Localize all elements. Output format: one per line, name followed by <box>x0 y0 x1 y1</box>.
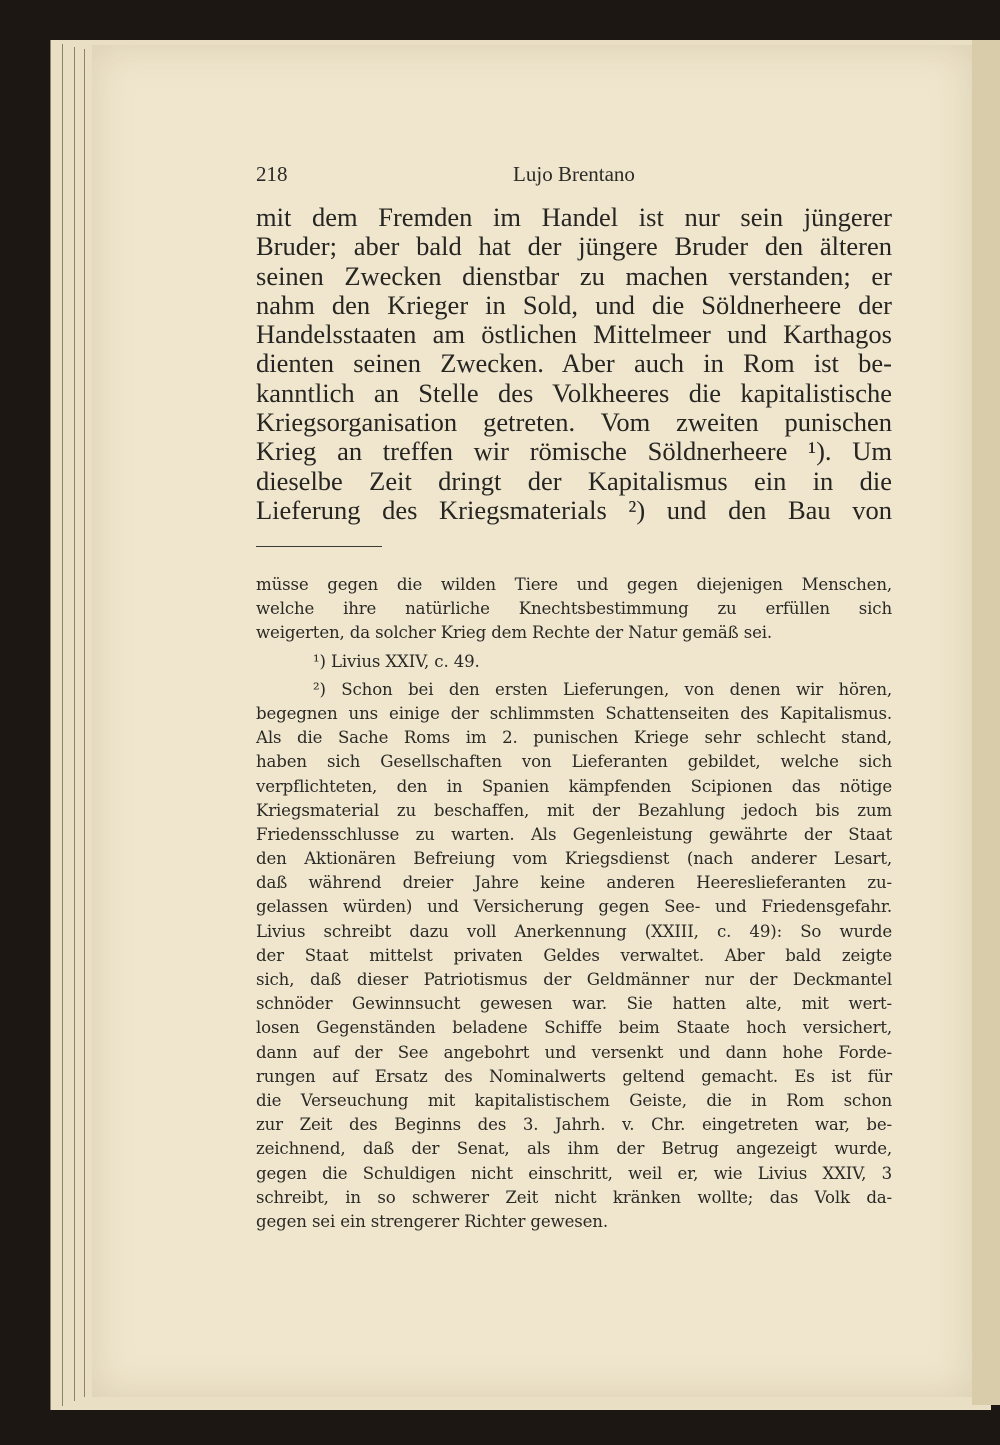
footnote-line: schnöder Gewinnsucht gewesen war. Sie hatten alte, mit wert- <box>256 994 892 1014</box>
footnote-line: daß während dreier Jahre keine anderen Heereslieferanten zu- <box>256 873 892 893</box>
footnote-line: verpflichteten, den in Spanien kämpfenden Scipionen das nötige <box>256 776 892 796</box>
footnote-line: begegnen uns einige der schlimmsten Schattenseiten des Kapitalismus. <box>256 703 892 723</box>
footnote-2-start: ²) Schon bei den ersten Lieferungen, von denen wir hören, <box>313 679 892 699</box>
footnote-line: schreibt, in so schwerer Zeit nicht kränken wollte; das Volk da- <box>256 1187 892 1207</box>
footnotes <box>256 573 892 1234</box>
text-line: nahm den Krieger in Sold, und die Söldnerheere der <box>256 289 892 320</box>
text-line: kanntlich an Stelle des Volkheeres die kapitalistische <box>256 377 892 408</box>
footnote-line: die Verseuchung mit kapitalistischem Geiste, die in Rom schon <box>256 1090 892 1110</box>
footnote-line: haben sich Gesellschaften von Lieferanten gebildet, welche sich <box>256 752 892 772</box>
text-line: Kriegsorganisation getreten. Vom zweiten punischen <box>256 407 892 438</box>
text-line: seinen Zwecken dienstbar zu machen verstanden; er <box>256 260 892 291</box>
text-line: Bruder; aber bald hat der jüngere Bruder den älteren <box>256 231 892 262</box>
footnote-line: weigerten, da solcher Krieg dem Rechte der Natur gemäß sei. <box>256 623 773 643</box>
footnote-line: der Staat mittelst privaten Geldes verwaltet. Aber bald zeigte <box>256 945 892 965</box>
footnote-line: losen Gegenständen beladene Schiffe beim Staate hoch versichert, <box>256 1018 892 1038</box>
adjacent-page-strip <box>972 40 1000 1405</box>
footnote-line: gelassen würden) und Versicherung gegen See- und Friedensgefahr. <box>256 897 892 917</box>
footnote-line: Als die Sache Roms im 2. punischen Kriege sehr schlecht stand, <box>256 728 892 748</box>
footnote-line: zeichnend, daß der Senat, als ihm der Betrug angezeigt wurde, <box>256 1139 892 1159</box>
text-line: Krieg an treffen wir römische Söldnerheere ¹). Um <box>256 436 892 467</box>
footnote-line: Livius schreibt dazu voll Anerkennung (XXIII, c. 49): So wurde <box>256 921 892 941</box>
text-line: dienten seinen Zwecken. Aber auch in Rom ist be- <box>256 348 892 379</box>
footnote-line: müsse gegen die wilden Tiere und gegen diejenigen Menschen, <box>256 575 892 594</box>
text-line: dieselbe Zeit dringt der Kapitalismus ein in die <box>256 465 892 496</box>
footnote-line: Friedensschlusse zu warten. Als Gegenleistung gewährte der Staat <box>256 824 892 844</box>
footnote-line: sich, daß dieser Patriotismus der Geldmänner nur der Deckmantel <box>256 970 892 989</box>
footnote-rule <box>256 546 382 547</box>
footnote-line: dann auf der See angebohrt und versenkt und dann hohe Forde- <box>256 1042 892 1062</box>
text-line: Lieferung des Kriegsmaterials ²) und den Bau von <box>256 494 892 525</box>
running-head: Lujo Brentano <box>513 162 635 186</box>
footnote-line: gegen die Schuldigen nicht einschritt, weil er, wie Livius XXIV, 3 <box>256 1163 892 1183</box>
footnote-1: ¹) Livius XXIV, c. 49. <box>313 651 480 671</box>
footnote-line: Kriegsmaterial zu beschaffen, mit der Bezahlung jedoch bis zum <box>256 800 892 820</box>
footnote-line: gegen sei ein strengerer Richter gewesen. <box>256 1211 608 1231</box>
footnote-line: den Aktionären Befreiung vom Kriegsdienst (nach anderer Lesart, <box>256 849 892 869</box>
main-text <box>256 203 892 525</box>
footnote-line: welche ihre natürliche Knechtsbestimmung zu erfüllen sich <box>256 599 892 619</box>
page-header <box>256 162 892 192</box>
footnote-line: rungen auf Ersatz des Nominalwerts geltend gemacht. Es ist für <box>256 1066 892 1086</box>
text-line: Handelsstaaten am östlichen Mittelmeer und Karthagos <box>256 319 892 350</box>
footnote-line: zur Zeit des Beginns des 3. Jahrh. v. Chr. eingetreten war, be- <box>256 1115 892 1135</box>
page-number: 218 <box>256 162 288 186</box>
text-line: mit dem Fremden im Handel ist nur sein jüngerer <box>256 202 892 232</box>
